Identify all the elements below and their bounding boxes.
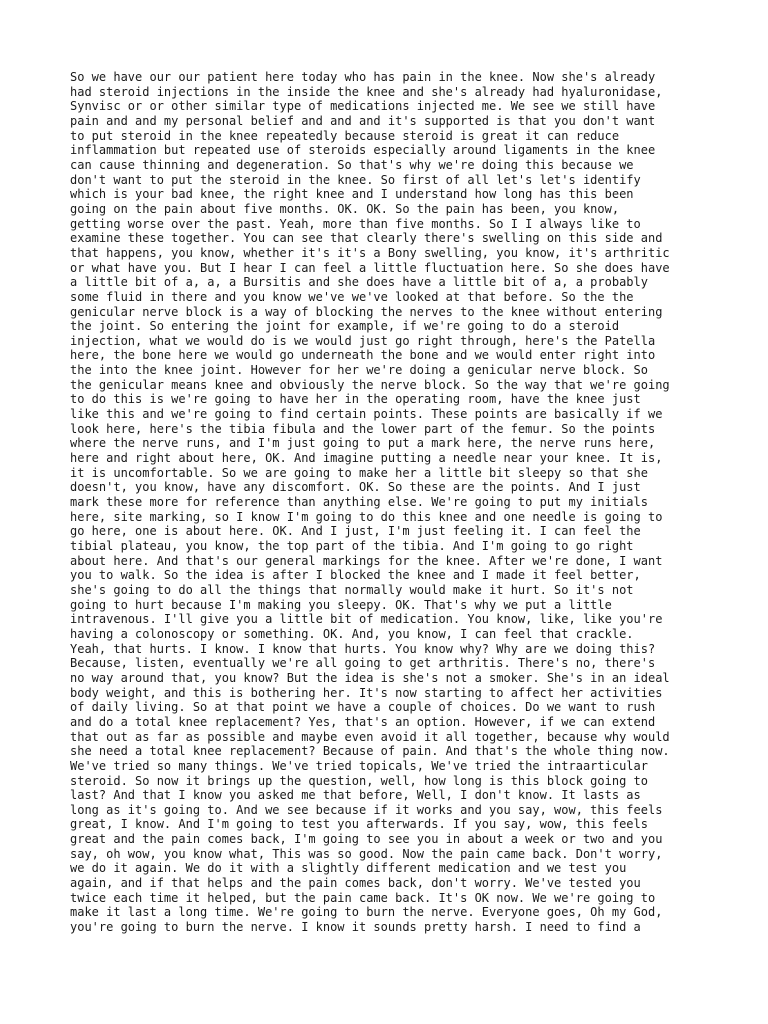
text-line: make it last a long time. We're going to burn the nerve. Everyone goes, Oh my God, xyxy=(70,905,663,920)
text-line: So we have our our patient here today who has pain in the knee. Now she's already xyxy=(70,70,656,84)
text-line: that out as far as possible and maybe even avoid it all together, because why would xyxy=(70,729,670,744)
text-line: tibial plateau, you know, the top part of the tibia. And I'm going to go right xyxy=(70,539,634,553)
text-line: steroid. So now it brings up the question, well, how long is this block going to xyxy=(70,773,648,788)
text-line: where the nerve runs, and I'm just going to put a mark here, the nerve runs here, xyxy=(70,436,656,451)
text-line: the joint. So entering the joint for example, if we're going to do a steroid xyxy=(70,319,620,334)
text-line: like this and we're going to find certain points. These points are basically if we xyxy=(70,407,663,422)
text-line: body weight, and this is bothering her. It's now starting to affect her activities xyxy=(70,685,663,700)
document-page xyxy=(70,70,710,935)
text-line: don't want to put the steroid in the knee. So first of all let's let's identify xyxy=(70,172,641,187)
text-line: a little bit of a, a, a Bursitis and she does have a little bit of a, a probably xyxy=(70,275,648,290)
text-line: that happens, you know, whether it's it's a Bony swelling, you know, it's arthritic xyxy=(70,245,670,260)
text-line: having a colonoscopy or something. OK. And, you know, I can feel that crackle. xyxy=(70,626,634,641)
text-line: long as it's going to. And we see because if it works and you say, wow, this feels xyxy=(70,802,663,817)
text-line: you're going to burn the nerve. I know it sounds pretty harsh. I need to find a xyxy=(70,920,641,935)
text-line: about here. And that's our general markings for the knee. After we're done, I want xyxy=(70,553,663,568)
text-line: here and right about here, OK. And imagine putting a needle near your knee. It is, xyxy=(70,451,663,466)
text-line: examine these together. You can see that clearly there's swelling on this side and xyxy=(70,231,663,246)
text-line: which is your bad knee, the right knee and I understand how long has this been xyxy=(70,187,634,202)
text-line: here, site marking, so I know I'm going to do this knee and one needle is going to xyxy=(70,509,663,524)
text-line: some fluid in there and you know we've we've looked at that before. So the the xyxy=(70,289,634,304)
text-line: can cause thinning and degeneration. So that's why we're doing this because we xyxy=(70,157,634,172)
text-line: Because, listen, eventually we're all going to get arthritis. There's no, there's xyxy=(70,656,656,671)
text-line: last? And that I know you asked me that before, Well, I don't know. It lasts as xyxy=(70,788,641,803)
text-line: great and the pain comes back, I'm going to see you in about a week or two and you xyxy=(70,832,663,847)
text-line: you to walk. So the idea is after I blocked the knee and I made it feel better, xyxy=(70,568,641,583)
text-line: Yeah, that hurts. I know. I know that hurts. You know why? Why are we doing this? xyxy=(70,641,656,656)
text-line: doesn't, you know, have any discomfort. OK. So these are the points. And I just xyxy=(70,480,641,495)
text-line: injection, what we would do is we would just go right through, here's the Patella xyxy=(70,333,656,348)
text-line: had steroid injections in the inside the knee and she's already had hyaluronidase, xyxy=(70,84,663,99)
text-line: going on the pain about five months. OK. OK. So the pain has been, you know, xyxy=(70,201,620,216)
text-line: inflammation but repeated use of steroids especially around ligaments in the knee xyxy=(70,143,656,158)
text-line: getting worse over the past. Yeah, more than five months. So I I always like to xyxy=(70,216,641,231)
text-line: going to hurt because I'm making you sleepy. OK. That's why we put a little xyxy=(70,597,612,612)
text-line: We've tried so many things. We've tried topicals, We've tried the intraarticular xyxy=(70,758,648,773)
text-line: she's going to do all the things that normally would make it hurt. So it's not xyxy=(70,582,634,597)
text-line: to put steroid in the knee repeatedly because steroid is great it can reduce xyxy=(70,128,620,143)
text-line: intravenous. I'll give you a little bit of medication. You know, like, like you're xyxy=(70,612,663,627)
text-line: genicular nerve block is a way of blocking the nerves to the knee without entering xyxy=(70,304,663,319)
text-line: she need a total knee replacement? Because of pain. And that's the whole thing now. xyxy=(70,744,670,759)
text-line: and do a total knee replacement? Yes, that's an option. However, if we can extend xyxy=(70,714,656,729)
text-line: mark these more for reference than anything else. We're going to put my initials xyxy=(70,495,648,510)
text-line: or what have you. But I hear I can feel a little fluctuation here. So she does have xyxy=(70,260,670,275)
text-line: look here, here's the tibia fibula and the lower part of the femur. So the points xyxy=(70,421,656,436)
text-line: no way around that, you know? But the idea is she's not a smoker. She's in an ideal xyxy=(70,670,670,685)
text-line: the into the knee joint. However for her we're doing a genicular nerve block. So xyxy=(70,363,648,378)
text-line: of daily living. So at that point we have a couple of choices. Do we want to rush xyxy=(70,700,656,715)
text-line: great, I know. And I'm going to test you afterwards. If you say, wow, this feels xyxy=(70,817,648,832)
text-line: we do it again. We do it with a slightly different medication and we test you xyxy=(70,861,627,876)
text-line: it is uncomfortable. So we are going to make her a little bit sleepy so that she xyxy=(70,465,648,480)
text-line: the genicular means knee and obviously the nerve block. So the way that we're going xyxy=(70,377,670,392)
text-line: say, oh wow, you know what, This was so good. Now the pain came back. Don't worry, xyxy=(70,846,663,861)
text-line: pain and and my personal belief and and and it's supported is that you don't want xyxy=(70,113,656,128)
text-line: twice each time it helped, but the pain came back. It's OK now. We we're going to xyxy=(70,890,656,905)
text-line: go here, one is about here. OK. And I just, I'm just feeling it. I can feel the xyxy=(70,524,641,539)
text-line: again, and if that helps and the pain comes back, don't worry. We've tested you xyxy=(70,876,641,891)
text-line: here, the bone here we would go underneath the bone and we would enter right into xyxy=(70,348,656,363)
text-line: Synvisc or or other similar type of medications injected me. We see we still have xyxy=(70,99,656,114)
text-line: to do this is we're going to have her in the operating room, have the knee just xyxy=(70,392,641,407)
